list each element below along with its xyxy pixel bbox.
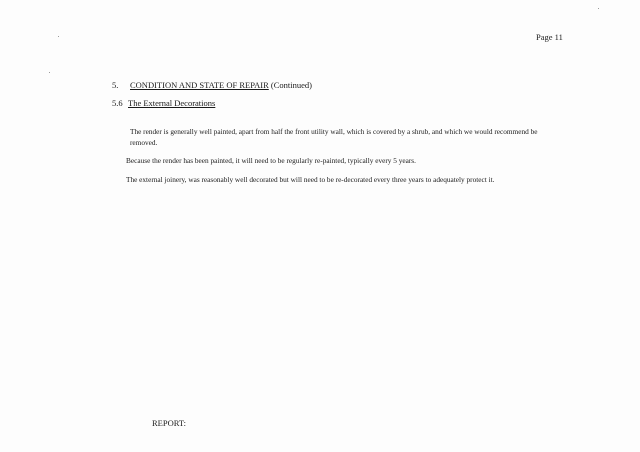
- section-heading: [112, 80, 312, 90]
- paragraph-render-condition: The render is generally well painted, apart from half the front utility wall, which is covered by a shrub, and which we would recommend be removed.: [130, 127, 538, 147]
- subsection-number: 5.6: [112, 98, 123, 108]
- paragraph-external-joinery: The external joinery, was reasonably well decorated but will need to be re-decorated every three years to adequately protect it.: [126, 175, 495, 184]
- section-number: 5.: [112, 80, 119, 90]
- paragraph-render-repainting: Because the render has been painted, it will need to be regularly re-painted, typically every 5 years.: [126, 156, 416, 165]
- section-title: CONDITION AND STATE OF REPAIR: [130, 80, 269, 90]
- subsection-title: The External Decorations: [128, 98, 216, 108]
- scan-speck: [58, 36, 59, 37]
- page-number: Page 11: [536, 32, 563, 42]
- scan-speck: [598, 8, 599, 9]
- report-label: REPORT:: [152, 418, 187, 428]
- section-title-suffix: (Continued): [268, 80, 312, 90]
- subsection-heading: [112, 98, 215, 108]
- scan-speck: [49, 72, 50, 73]
